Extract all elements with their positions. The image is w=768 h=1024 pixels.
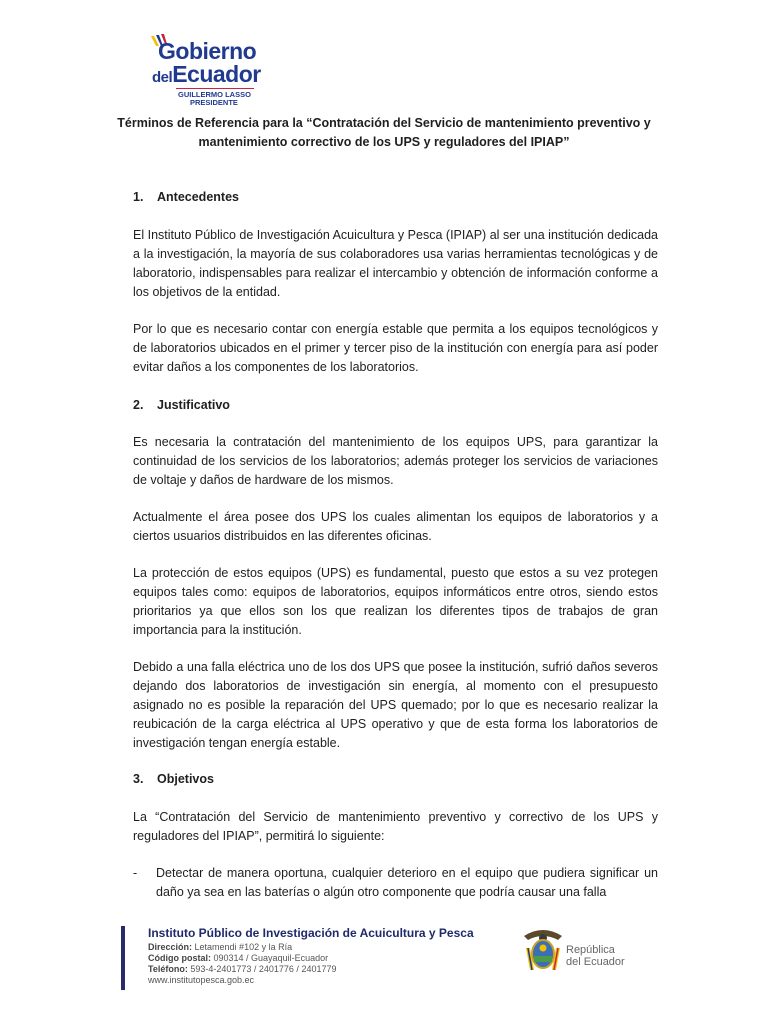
paragraph-justificativo-1: Es necesaria la contratación del mantenimiento de los equipos UPS, para garantizar la continuidad de los servicios de los laboratorios; además proteger los servicios de variaciones de voltaje y daños de hardware de los mismos.: [133, 435, 658, 487]
footer-phone-label: Teléfono:: [148, 964, 188, 974]
footer-postal-code: [148, 953, 328, 964]
footer-phone-value: 593-4-2401773 / 2401776 / 2401779: [190, 964, 337, 974]
ecuador-coat-of-arms-icon: [520, 926, 566, 974]
paragraph-objetivos-1: La “Contratación del Servicio de mantenimiento preventivo y correctivo de los UPS y reguladores del IPIAP”, permitirá lo siguiente:: [133, 810, 658, 843]
footer-postal-value: 090314 / Guayaquil-Ecuador: [213, 953, 329, 963]
paragraph-justificativo-2: Actualmente el área posee dos UPS los cuales alimentan los equipos de laboratorios y a ciertos usuarios distribuidos en las diferentes oficinas.: [133, 510, 658, 543]
footer-address-label: Dirección:: [148, 942, 193, 952]
gobierno-ecuador-logo: [146, 30, 261, 107]
section-heading-objetivos: [133, 770, 214, 789]
logo-president-title: PRESIDENTE: [190, 98, 238, 107]
logo-divider: [176, 88, 254, 89]
logo-text-ecuador: [152, 61, 261, 88]
bullet-dash: -: [133, 866, 138, 880]
footer-accent-bar: [121, 926, 125, 990]
section-label: Justificativo: [157, 398, 230, 412]
list-item: [133, 864, 658, 902]
section-number: 3.: [133, 772, 144, 786]
paragraph-antecedentes-1: El Instituto Público de Investigación Acuicultura y Pesca (IPIAP) al ser una institución dedicada a la investigación, la mayoría de sus colaboradores usa varias herramientas tecnológicas y de laboratorio, indispensables para realizar el intercambio y obtención de información conforme a los objetivos de la entidad.: [133, 228, 658, 299]
section-label: Antecedentes: [157, 190, 239, 204]
section-heading-antecedentes: [133, 188, 239, 207]
document-title-line2: mantenimiento correctivo de los UPS y reguladores del IPIAP”: [198, 135, 570, 149]
logo-text-del: del: [152, 69, 173, 86]
footer-institution-name: Instituto Público de Investigación de Acuicultura y Pesca: [148, 926, 474, 940]
logo-text-gobierno: Gobierno: [158, 38, 257, 64]
logo-text-ecuador-word: Ecuador: [172, 61, 261, 87]
section-heading-justificativo: [133, 396, 230, 415]
section-number: 2.: [133, 398, 144, 412]
footer-address-value: Letamendi #102 y la Ría: [194, 942, 293, 952]
paragraph-justificativo-4: Debido a una falla eléctrica uno de los dos UPS que posee la institución, sufrió daños severos dejando dos laboratorios de investigación sin energía, al momento con el presupuesto asignado no es posible la reparación del UPS quemado; por lo que es necesario realizar la reubicación de la carga eléctrica al UPS operativo y que de esta forma los laboratorios de investigación tengan energía estable.: [133, 660, 658, 750]
footer-postal-label: Código postal:: [148, 953, 211, 963]
paragraph-justificativo-3: La protección de estos equipos (UPS) es fundamental, puesto que estos a su vez protegen equipos tales como: equipos de laboratorios, equipos informáticos entre otros, siendo estos prioritarios ya que ellos son los que realizan los diferentes tipos de trabajos de gran importancia para la institución.: [133, 566, 658, 637]
section-label: Objetivos: [157, 772, 214, 786]
footer-website: www.institutopesca.gob.ec: [148, 975, 255, 985]
republic-text-line1: República: [566, 944, 615, 956]
paragraph-antecedentes-2: Por lo que es necesario contar con energía estable que permita a los equipos tecnológicos y de laboratorios ubicados en el primer y tercer piso de la institución con energía para así poder evitar daños a los componentes de los laboratorios.: [133, 322, 658, 374]
footer-address: [148, 942, 292, 953]
section-number: 1.: [133, 190, 144, 204]
logo-president-name: GUILLERMO LASSO: [178, 90, 251, 99]
footer-phone: [148, 964, 336, 975]
republic-text-line2: del Ecuador: [566, 956, 625, 968]
document-title-line1: Términos de Referencia para la “Contratación del Servicio de mantenimiento preventivo y: [117, 116, 651, 130]
document-title: [100, 114, 668, 152]
bullet-text: Detectar de manera oportuna, cualquier deterioro en el equipo que pudiera significar un daño ya sea en las baterías o algún otro componente que podría causar una falla: [156, 866, 658, 899]
